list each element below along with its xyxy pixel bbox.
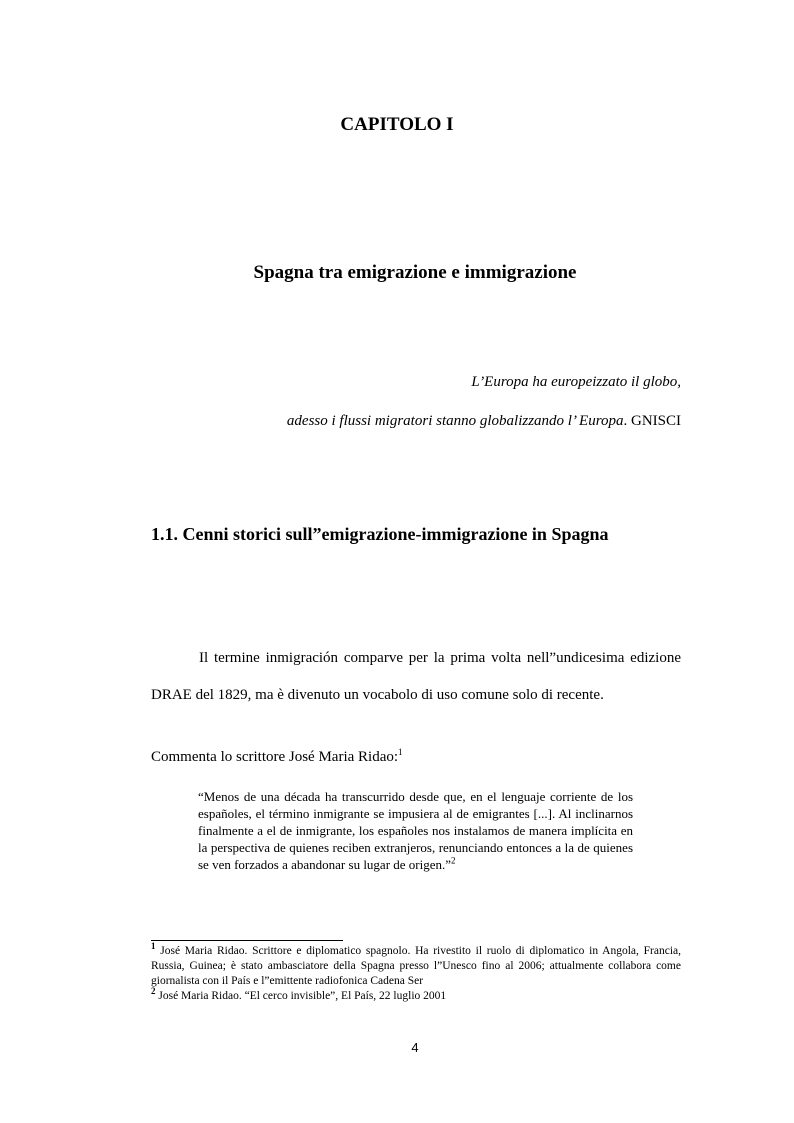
chapter-title: Spagna tra emigrazione e immigrazione	[253, 262, 577, 283]
quote-text: “Menos de una década ha transcurrido desde que, en el lenguaje corriente de los españoles, el término inmigrante se impusiera al de emigrantes [...]. Al inclinarnos finalmente a el de inmigrante, los españoles nos instalamos de manera implícita en la perspectiva de quienes reciben extranjeros, renunciando entonces a la de quienes se ven forzados a abandonar su lugar de origen.”	[198, 789, 633, 872]
footnotes	[151, 941, 682, 1004]
footnote-ref-2[interactable]: 2	[451, 855, 456, 866]
block-quote	[198, 788, 633, 873]
footnote-divider	[151, 940, 343, 941]
footnote-ref-1[interactable]: 1	[398, 747, 403, 757]
footnote-2	[151, 986, 681, 1004]
footnote-1-text: José Maria Ridao. Scrittore e diplomatico spagnolo. Ha rivestito il ruolo di diplomatico in Angola, Francia, Russia, Guinea; è stato ambasciatore della Spagna presso l”Unesco fino al 2006; attualmente collabora come giornalista con il País e l”emittente radiofonica Cadena Ser	[151, 945, 682, 987]
epigraph-line-2	[287, 413, 681, 430]
footnote-1	[151, 941, 682, 989]
footnote-number-1: 1	[151, 941, 156, 952]
commenta-text: Commenta lo scrittore José Maria Ridao:	[151, 749, 399, 765]
commenta-line	[151, 749, 403, 766]
section-heading: 1.1. Cenni storici sull”emigrazione-immigrazione in Spagna	[151, 524, 609, 544]
epigraph-attribution: . GNISCI	[623, 413, 681, 429]
footnote-2-text: José Maria Ridao. “El cerco invisible”, El País, 22 luglio 2001	[158, 990, 447, 1002]
epigraph-quote-text: adesso i flussi migratori stanno globalizzando l’ Europa	[286, 413, 624, 429]
footnote-number-2: 2	[151, 986, 156, 997]
body-paragraph	[151, 640, 681, 714]
page-number: 4	[411, 1040, 419, 1055]
epigraph-line-1: L’Europa ha europeizzato il globo,	[471, 374, 681, 390]
chapter-heading: CAPITOLO I	[340, 114, 454, 135]
paragraph-text: Il termine inmigración comparve per la prima volta nell”undicesima edizione DRAE del 1829, ma è divenuto un vocabolo di uso comune solo di recente.	[151, 650, 681, 703]
